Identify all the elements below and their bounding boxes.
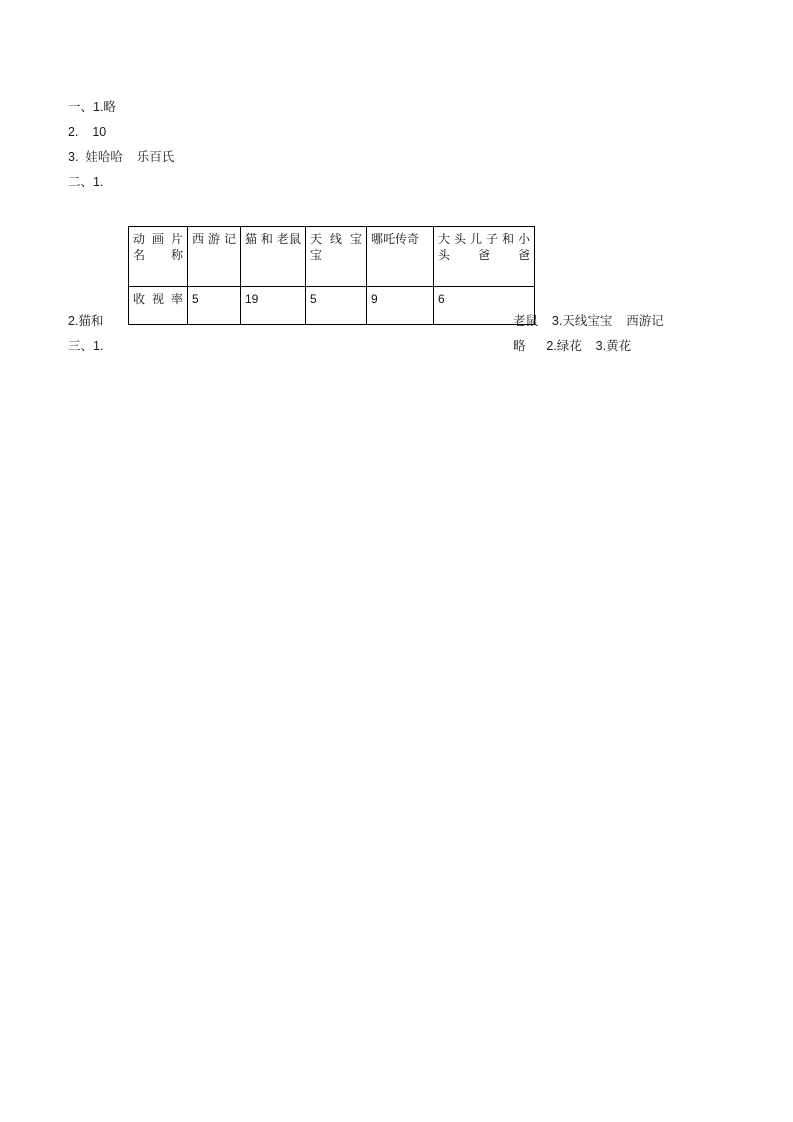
data-cell-5: 6 [434, 287, 535, 325]
cartoon-ratings-table [128, 226, 535, 325]
answer-line-right-2: 略 2.绿花 3.黄花 [513, 339, 632, 353]
table-data-row [129, 287, 535, 325]
data-cell-4: 9 [367, 287, 434, 325]
header-cell-3: 天 线 宝宝 [306, 227, 367, 287]
header-cell-5: 大 头 儿 子 和 小头爸爸 [434, 227, 535, 287]
header-cell-4: 哪吒传奇 [367, 227, 434, 287]
header-cell-1: 西 游 记 [188, 227, 241, 287]
answer-line-left-1: 2.猫和 [68, 314, 104, 328]
data-cell-2: 19 [241, 287, 306, 325]
answer-line-right-1: 老鼠 3.天线宝宝 西游记 [513, 314, 664, 328]
header-cell-2: 猫 和 老鼠 [241, 227, 306, 287]
answer-line-3: 3. 娃哈哈 乐百氏 [68, 150, 175, 164]
table-header-row [129, 227, 535, 287]
answer-line-1: 一、1.略 [68, 100, 116, 114]
data-cell-1: 5 [188, 287, 241, 325]
data-cell-3: 5 [306, 287, 367, 325]
answer-line-2: 2. 10 [68, 125, 107, 139]
row-label-rating: 收 视 率 [129, 287, 188, 325]
row-label-name: 动 画 片 名 称 [129, 227, 188, 287]
answer-line-left-2: 三、1. [68, 339, 104, 353]
answer-line-4: 二、1. [68, 175, 104, 189]
cartoon-ratings-table-wrapper [128, 226, 535, 325]
